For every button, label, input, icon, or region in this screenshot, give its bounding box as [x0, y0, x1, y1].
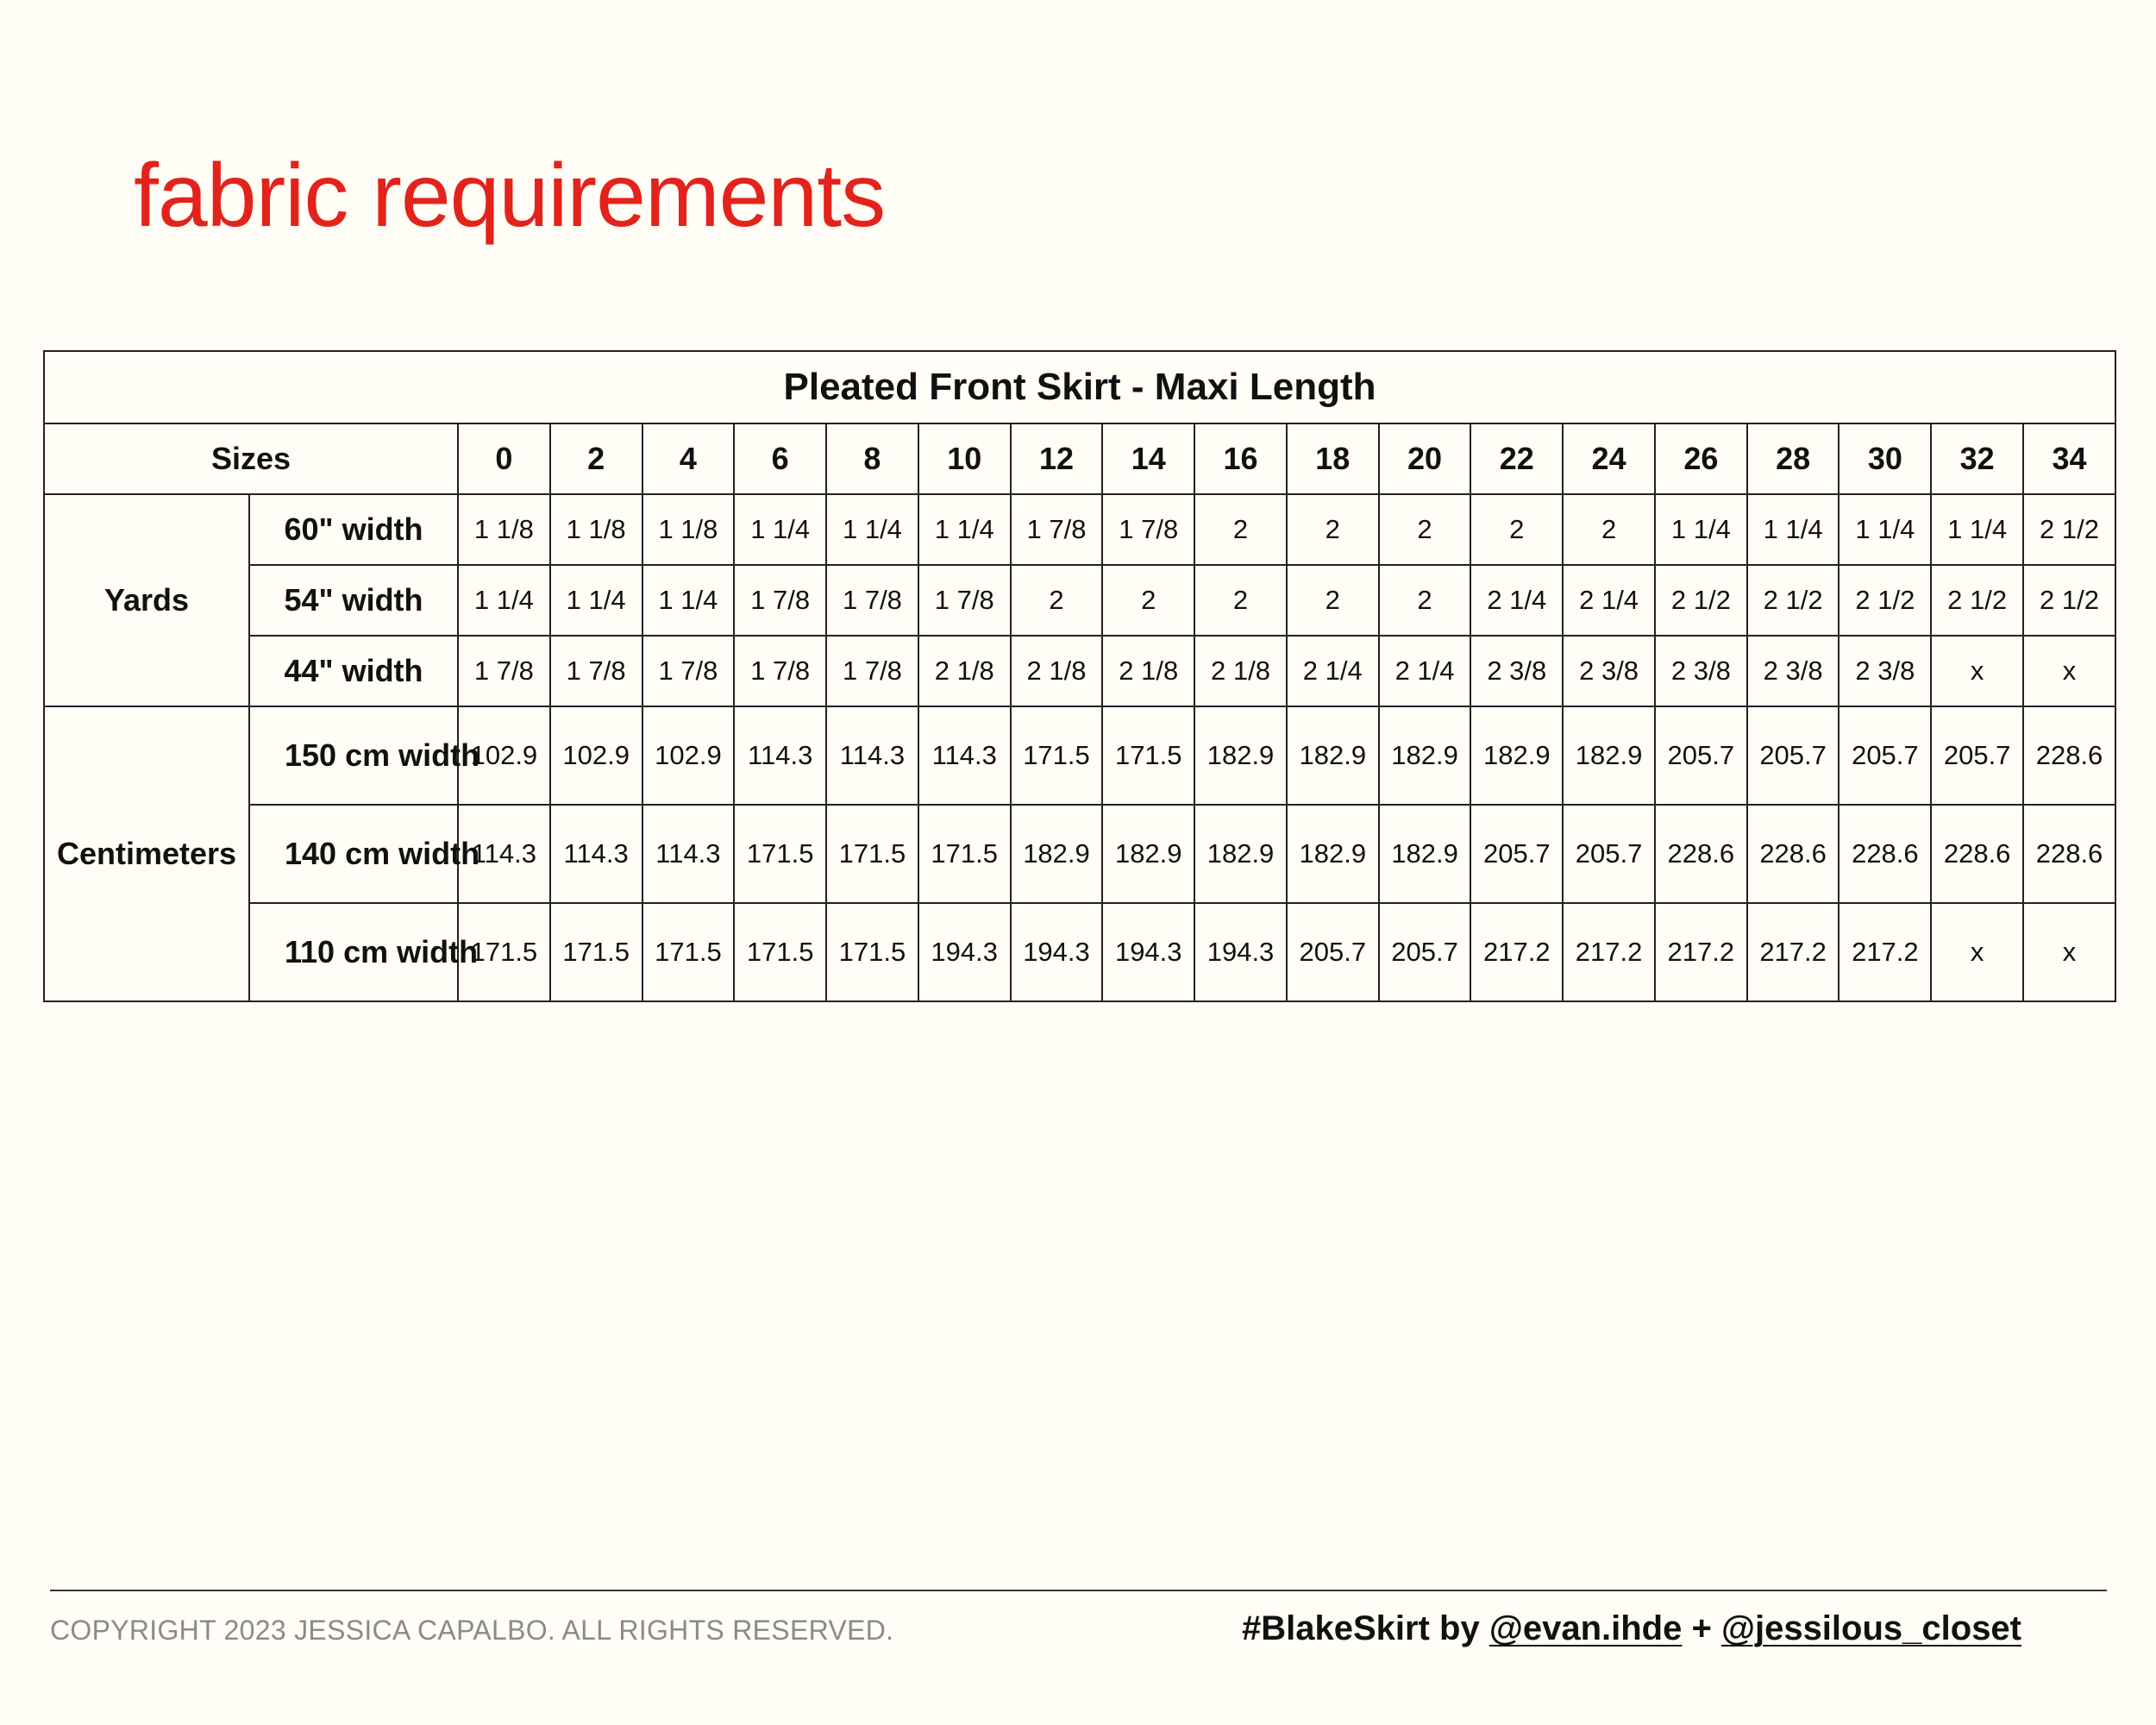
yardage-cell: 1 1/4: [1747, 494, 1839, 565]
yardage-cell: 1 7/8: [826, 636, 918, 706]
yardage-cell: 2: [1194, 565, 1287, 636]
yardage-cell: 2 1/8: [918, 636, 1011, 706]
fabric-width-label: 140 cm width: [249, 805, 458, 903]
yardage-cell: 182.9: [1379, 706, 1471, 805]
size-header: 6: [734, 423, 826, 494]
yardage-cell: 2 1/8: [1194, 636, 1287, 706]
unit-group-label: Yards: [44, 494, 249, 706]
table-row: [44, 903, 2115, 1001]
yardage-cell: 1 1/4: [550, 565, 642, 636]
yardage-cell: x: [1931, 903, 2023, 1001]
yardage-cell: 228.6: [2023, 805, 2115, 903]
yardage-cell: 194.3: [1194, 903, 1287, 1001]
fabric-width-label: 44" width: [249, 636, 458, 706]
yardage-cell: 205.7: [1839, 706, 1931, 805]
yardage-cell: 2 3/8: [1470, 636, 1563, 706]
yardage-cell: 1 7/8: [734, 636, 826, 706]
yardage-cell: 1 1/4: [1931, 494, 2023, 565]
yardage-cell: 217.2: [1470, 903, 1563, 1001]
handle-link-jessilous[interactable]: @jessilous_closet: [1720, 1609, 2021, 1647]
size-header: 10: [918, 423, 1011, 494]
table-row: [44, 706, 2115, 805]
yardage-cell: 228.6: [1655, 805, 1747, 903]
yardage-cell: 217.2: [1563, 903, 1655, 1001]
yardage-cell: 182.9: [1287, 706, 1379, 805]
yardage-cell: 2: [1379, 494, 1471, 565]
yardage-cell: 182.9: [1379, 805, 1471, 903]
yardage-cell: 2: [1194, 494, 1287, 565]
yardage-cell: 1 7/8: [550, 636, 642, 706]
size-header: 0: [458, 423, 550, 494]
yardage-cell: x: [2023, 636, 2115, 706]
yardage-cell: 171.5: [918, 805, 1011, 903]
yardage-cell: 2: [1470, 494, 1563, 565]
copyright-notice: COPYRIGHT 2023 JESSICA CAPALBO. ALL RIGHTS RESERVED.: [50, 1615, 894, 1646]
yardage-cell: 114.3: [550, 805, 642, 903]
yardage-cell: 1 7/8: [918, 565, 1011, 636]
size-header: 32: [1931, 423, 2023, 494]
yardage-cell: 182.9: [1194, 805, 1287, 903]
yardage-cell: 228.6: [2023, 706, 2115, 805]
yardage-cell: 1 1/4: [918, 494, 1011, 565]
size-header: 24: [1563, 423, 1655, 494]
yardage-cell: 1 7/8: [642, 636, 735, 706]
yardage-cell: 182.9: [1287, 805, 1379, 903]
size-header: 14: [1102, 423, 1194, 494]
yardage-cell: 1 1/4: [1839, 494, 1931, 565]
yardage-cell: 1 7/8: [1011, 494, 1103, 565]
yardage-cell: 114.3: [458, 805, 550, 903]
yardage-cell: 171.5: [1011, 706, 1103, 805]
yardage-cell: 2 3/8: [1563, 636, 1655, 706]
yardage-cell: 2: [1287, 494, 1379, 565]
yardage-cell: 1 7/8: [734, 565, 826, 636]
yardage-cell: 102.9: [550, 706, 642, 805]
yardage-cell: 1 1/8: [642, 494, 735, 565]
yardage-cell: 102.9: [642, 706, 735, 805]
yardage-cell: 2 1/8: [1102, 636, 1194, 706]
yardage-cell: 205.7: [1563, 805, 1655, 903]
yardage-cell: 205.7: [1287, 903, 1379, 1001]
yardage-cell: 2 1/2: [2023, 565, 2115, 636]
yardage-cell: 1 7/8: [1102, 494, 1194, 565]
yardage-cell: 171.5: [550, 903, 642, 1001]
yardage-cell: 102.9: [458, 706, 550, 805]
table-title: Pleated Front Skirt - Maxi Length: [44, 351, 2115, 423]
yardage-cell: 114.3: [734, 706, 826, 805]
yardage-cell: 182.9: [1011, 805, 1103, 903]
yardage-cell: 1 1/8: [458, 494, 550, 565]
size-header: 26: [1655, 423, 1747, 494]
yardage-cell: 171.5: [734, 805, 826, 903]
yardage-cell: 1 1/4: [1655, 494, 1747, 565]
yardage-cell: 205.7: [1747, 706, 1839, 805]
yardage-cell: 228.6: [1839, 805, 1931, 903]
yardage-cell: 1 1/8: [550, 494, 642, 565]
yardage-cell: 217.2: [1839, 903, 1931, 1001]
page-title: fabric requirements: [134, 146, 886, 246]
size-header: 22: [1470, 423, 1563, 494]
yardage-cell: 2: [1287, 565, 1379, 636]
table-row: [44, 636, 2115, 706]
yardage-cell: 171.5: [734, 903, 826, 1001]
size-header: 34: [2023, 423, 2115, 494]
yardage-cell: 2 3/8: [1747, 636, 1839, 706]
size-header: 28: [1747, 423, 1839, 494]
yardage-cell: x: [1931, 636, 2023, 706]
size-header: 30: [1839, 423, 1931, 494]
size-header: 2: [550, 423, 642, 494]
yardage-cell: 205.7: [1470, 805, 1563, 903]
table-row: [44, 805, 2115, 903]
yardage-cell: 1 7/8: [458, 636, 550, 706]
handle-link-evan[interactable]: @evan.ihde: [1489, 1609, 1683, 1647]
yardage-cell: x: [2023, 903, 2115, 1001]
yardage-cell: 194.3: [1102, 903, 1194, 1001]
yardage-cell: 2 1/4: [1563, 565, 1655, 636]
yardage-cell: 2 1/2: [1839, 565, 1931, 636]
footer-divider: [50, 1590, 2107, 1591]
size-header: 20: [1379, 423, 1471, 494]
table-row: [44, 494, 2115, 565]
by-text: by: [1439, 1609, 1480, 1647]
size-header: 18: [1287, 423, 1379, 494]
yardage-cell: 114.3: [918, 706, 1011, 805]
yardage-cell: 1 1/4: [826, 494, 918, 565]
size-header: 8: [826, 423, 918, 494]
yardage-cell: 114.3: [826, 706, 918, 805]
yardage-cell: 1 1/4: [642, 565, 735, 636]
yardage-cell: 182.9: [1470, 706, 1563, 805]
credit-line: [1242, 1609, 2021, 1648]
yardage-cell: 182.9: [1102, 805, 1194, 903]
yardage-cell: 228.6: [1931, 805, 2023, 903]
yardage-cell: 2 1/8: [1011, 636, 1103, 706]
yardage-cell: 114.3: [642, 805, 735, 903]
yardage-cell: 217.2: [1655, 903, 1747, 1001]
yardage-cell: 217.2: [1747, 903, 1839, 1001]
yardage-cell: 194.3: [1011, 903, 1103, 1001]
yardage-cell: 182.9: [1194, 706, 1287, 805]
yardage-cell: 2 1/2: [2023, 494, 2115, 565]
fabric-requirements-table: [43, 350, 2116, 1002]
yardage-cell: 194.3: [918, 903, 1011, 1001]
sizes-label: Sizes: [44, 423, 458, 494]
hashtag: #BlakeSkirt: [1241, 1609, 1430, 1647]
yardage-cell: 2: [1379, 565, 1471, 636]
sizes-header-row: [44, 423, 2115, 494]
unit-group-label: Centimeters: [44, 706, 249, 1001]
yardage-cell: 1 1/4: [734, 494, 826, 565]
yardage-cell: 171.5: [642, 903, 735, 1001]
size-header: 4: [642, 423, 735, 494]
yardage-cell: 1 1/4: [458, 565, 550, 636]
table-row: [44, 565, 2115, 636]
fabric-width-label: 60" width: [249, 494, 458, 565]
fabric-width-label: 54" width: [249, 565, 458, 636]
fabric-width-label: 150 cm width: [249, 706, 458, 805]
yardage-cell: 205.7: [1655, 706, 1747, 805]
yardage-cell: 2: [1563, 494, 1655, 565]
yardage-cell: 2 1/2: [1655, 565, 1747, 636]
yardage-cell: 2 3/8: [1655, 636, 1747, 706]
yardage-cell: 2: [1011, 565, 1103, 636]
yardage-cell: 2 1/2: [1747, 565, 1839, 636]
yardage-cell: 171.5: [1102, 706, 1194, 805]
yardage-cell: 2 1/4: [1470, 565, 1563, 636]
yardage-cell: 2: [1102, 565, 1194, 636]
yardage-cell: 205.7: [1379, 903, 1471, 1001]
size-header: 16: [1194, 423, 1287, 494]
size-header: 12: [1011, 423, 1103, 494]
yardage-cell: 228.6: [1747, 805, 1839, 903]
yardage-cell: 2 3/8: [1839, 636, 1931, 706]
yardage-cell: 2 1/4: [1287, 636, 1379, 706]
plus-text: +: [1691, 1609, 1712, 1647]
yardage-cell: 171.5: [826, 903, 918, 1001]
yardage-cell: 182.9: [1563, 706, 1655, 805]
yardage-cell: 205.7: [1931, 706, 2023, 805]
yardage-cell: 2 1/2: [1931, 565, 2023, 636]
fabric-width-label: 110 cm width: [249, 903, 458, 1001]
yardage-cell: 171.5: [826, 805, 918, 903]
yardage-cell: 171.5: [458, 903, 550, 1001]
yardage-cell: 2 1/4: [1379, 636, 1471, 706]
yardage-cell: 1 7/8: [826, 565, 918, 636]
